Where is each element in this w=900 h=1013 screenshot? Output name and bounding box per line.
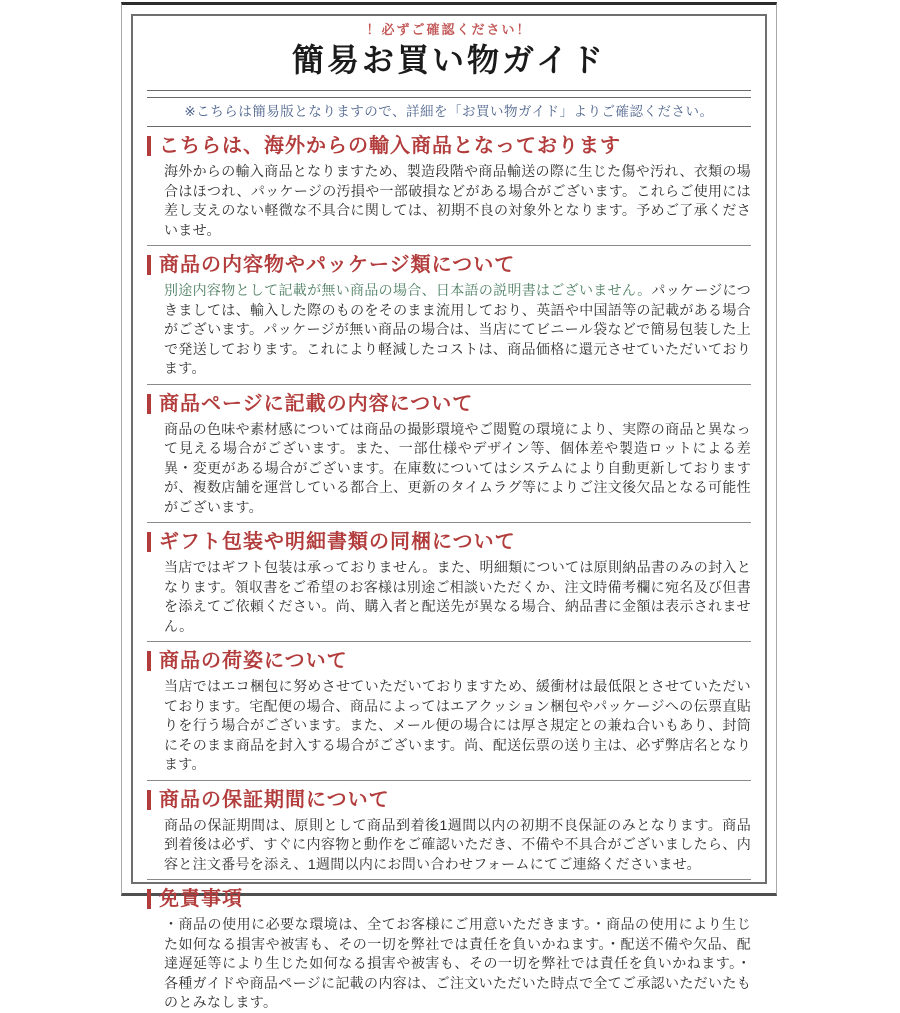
heading-accent-bar (147, 889, 151, 909)
simple-version-note: ※こちらは簡易版となりますので、詳細を「お買い物ガイド」よりご確認ください。 (184, 104, 714, 119)
section-heading-label: 商品の荷姿について (159, 650, 348, 672)
guide-inner-frame (131, 14, 767, 1010)
title-double-rule (147, 90, 751, 98)
heading-accent-bar (147, 255, 151, 275)
section-heading-label: ギフト包装や明細書類の同梱について (159, 531, 516, 553)
section-divider (147, 641, 751, 642)
section-divider (147, 245, 751, 246)
section-divider (147, 780, 751, 781)
section-heading (147, 888, 751, 910)
section-heading-label: 商品ページに記載の内容について (159, 392, 474, 415)
section-body: 商品の色味や素材感については商品の撮影環境やご閲覧の環境により、実際の商品と異なって見える場合がございます。また、一部仕様やデザイン等、個体差や製造ロットによる差異・変更がある場合がございます。在庫数についてはシステムにより自動更新しておりますが、複数店舗を運営している都合上、更新のタイムラグ等によりご注文後欠品となる可能性がございます。 (164, 420, 751, 515)
section-page-description (147, 393, 751, 524)
section-heading (147, 531, 751, 553)
section-body-rest: パッケージにつきましては、輸入した際のものをそのまま流用しており、英語や中国語等の記載がある場合がございます。パッケージが無い商品の場合は、当店にてビニール袋などで簡易包装した上で発送しております。これにより軽減したコストは、商品価格に還元させていただいております。 (164, 282, 751, 376)
section-heading (147, 789, 751, 811)
heading-accent-bar (147, 651, 151, 671)
section-heading-label: 免責事項 (159, 888, 243, 910)
heading-accent-bar (147, 136, 151, 156)
section-warranty-period (147, 789, 751, 881)
section-heading-label: 商品の内容物やパッケージ類について (159, 254, 516, 276)
section-heading-label: こちらは、海外からの輸入商品となっております (159, 135, 621, 157)
section-body: 当店ではギフト包装は承っておりません。また、明細類については原則納品書のみの封入となります。領収書をご希望のお客様は別途ご相談いただくか、注文時備考欄に宛名及び但書を添えてご依頼ください。尚、購入者と配送先が異なる場合、納品書に金額は表示されません。 (164, 559, 751, 634)
section-body-highlight: 別途内容物として記載が無い商品の場合、日本語の説明書はございません。 (164, 282, 652, 298)
guide-content (133, 16, 765, 1013)
confirm-alert-text: ！必ずご確認ください！ (366, 22, 532, 37)
section-body: ・商品の使用に必要な環境は、全てお客様にご用意いただきます。・商品の使用により生じた如何なる損害や被害も、その一切を弊社では責任を負いかねます。・配送不備や欠品、配達遅延等により生じた如何なる損害や被害も、その一切を弊社では責任を負いかねます。・各種ガイドや商品ページに記載の内容は、ご注文いただいた時点で全てご承認いただいたものとみなします。 (164, 916, 751, 1010)
section-divider (147, 384, 751, 385)
section-divider (147, 522, 751, 523)
section-packing-style (147, 650, 751, 781)
section-heading (147, 135, 751, 157)
section-heading (147, 650, 751, 672)
section-contents-packaging (147, 254, 751, 385)
page-title: 簡易お買い物ガイド (291, 42, 607, 78)
heading-accent-bar (147, 394, 151, 414)
section-body: 当店ではエコ梱包に努めさせていただいておりますため、緩衝材は最低限とさせていただいております。宅配便の場合、商品によってはエアクッション梱包やパッケージへの伝票直貼りを行う場合がございます。また、メール便の場合には厚さ規定との兼ね合いもあり、封筒にそのまま商品を封入する場合がございます。尚、配送伝票の送り主は、必ず弊店名となります。 (164, 678, 751, 772)
section-imported-goods (147, 135, 751, 246)
section-body (164, 281, 751, 379)
section-gift-wrapping (147, 531, 751, 642)
note-rule (147, 126, 751, 127)
heading-accent-bar (147, 790, 151, 810)
section-body: 商品の保証期間は、原則として商品到着後1週間以内の初期不良保証のみとなります。商品到着後は必ず、すぐに内容物と動作をご確認いただき、不備や不具合がございましたら、内容と注文番号を添え、1週間以内にお問い合わせフォームにてご連絡くださいませ。 (164, 816, 751, 872)
guide-outer-frame (121, 2, 777, 1010)
heading-accent-bar (147, 532, 151, 552)
section-heading (147, 393, 751, 415)
section-heading-label: 商品の保証期間について (159, 788, 390, 811)
section-heading (147, 254, 751, 276)
section-divider (147, 879, 751, 880)
section-disclaimer (147, 888, 751, 1013)
section-body: 海外からの輸入商品となりますため、製造段階や商品輸送の際に生じた傷や汚れ、衣類の場合はほつれ、パッケージの汚損や一部破損などがある場合がございます。これらご使用には差し支えのない軽微な不具合に関しては、初期不良の対象外となります。予めご了承くださいませ。 (164, 163, 751, 238)
